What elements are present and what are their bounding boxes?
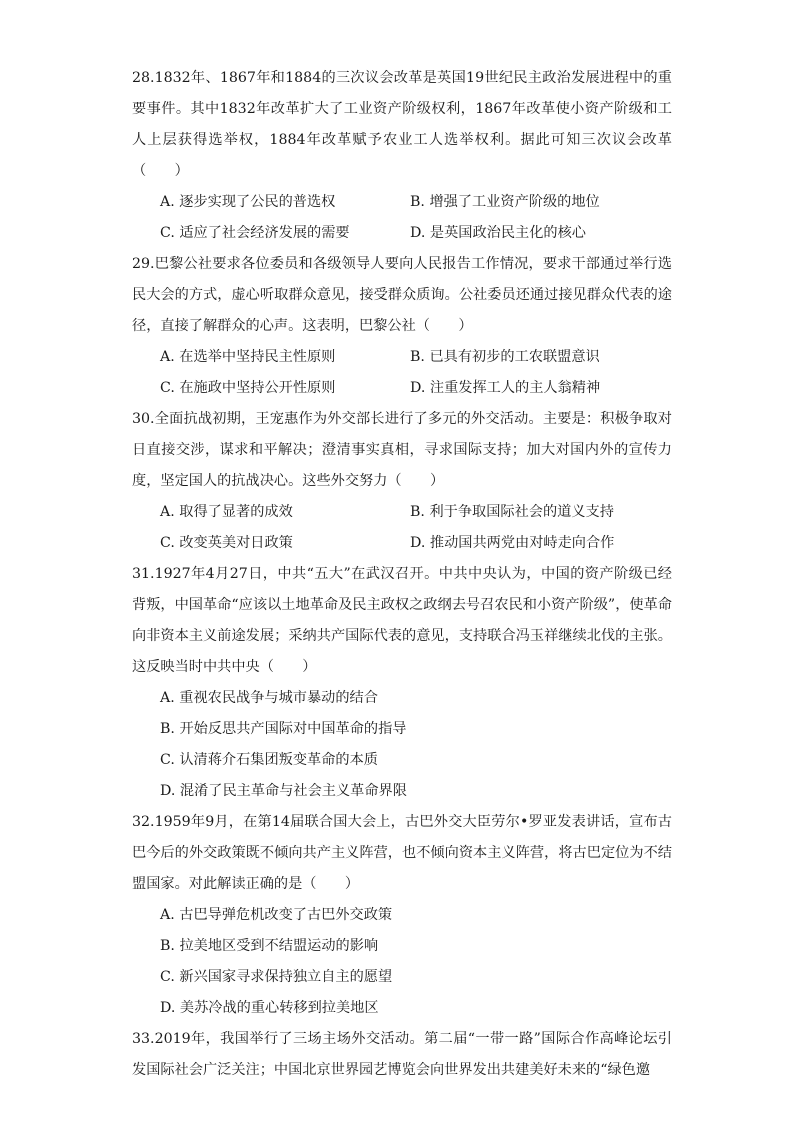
question-stem: 32.1959年9月，在第14届联合国大会上，古巴外交大臣劳尔•罗亚发表讲话，宣布古巴今后的外交政策既不倾向共产主义阵营，也不倾向资本主义阵营，将古巴定位为不结盟国家。对此解读正确的是（ ） bbox=[132, 814, 672, 892]
options-row bbox=[132, 528, 672, 559]
option-b: B. 利于争取国际社会的道义支持 bbox=[410, 504, 614, 520]
question-30 bbox=[132, 404, 672, 559]
question-32 bbox=[132, 807, 672, 1024]
question-28 bbox=[132, 63, 672, 249]
option-b: B. 已具有初步的工农联盟意识 bbox=[410, 349, 600, 365]
options-row bbox=[132, 187, 672, 218]
question-stem: 30.全面抗战初期，王宠惠作为外交部长进行了多元的外交活动。主要是：积极争取对日直接交涉，谋求和平解决；澄清事实真相，寻求国际支持；加大对国内外的宣传力度，坚定国人的抗战决心。这些外交努力（ ） bbox=[132, 411, 672, 489]
options-row bbox=[132, 497, 672, 528]
option-a: A. 古巴导弹危机改变了古巴外交政策 bbox=[160, 907, 393, 923]
question-stem: 33.2019年，我国举行了三场主场外交活动。第二届“一带一路”国际合作高峰论坛引发国际社会广泛关注；中国北京世界园艺博览会向世界发出共建美好未来的“绿色邀 bbox=[132, 1031, 672, 1078]
option-a: A. 重视农民战争与城市暴动的结合 bbox=[160, 690, 378, 706]
question-stem: 29.巴黎公社要求各位委员和各级领导人要向人民报告工作情况，要求干部通过举行选民大会的方式，虚心听取群众意见，接受群众质询。公社委员还通过接见群众代表的途径，直接了解群众的心声。这表明，巴黎公社（ ） bbox=[132, 256, 672, 334]
question-stem: 28.1832年、1867年和1884的三次议会改革是英国19世纪民主政治发展进程中的重要事件。其中1832年改革扩大了工业资产阶级权利，1867年改革使小资产阶级和工人上层获得选举权，1884年改革赋予农业工人选举权利。据此可知三次议会改革（ ） bbox=[132, 70, 672, 179]
option-b: B. 拉美地区受到不结盟运动的影响 bbox=[160, 938, 379, 954]
option-a: A. 取得了显著的成效 bbox=[160, 504, 293, 520]
option-c: C. 适应了社会经济发展的需要 bbox=[160, 225, 350, 241]
options-row bbox=[132, 373, 672, 404]
option-d: D. 是英国政治民主化的核心 bbox=[410, 225, 586, 241]
options-row bbox=[132, 342, 672, 373]
option-c: C. 新兴国家寻求保持独立自主的愿望 bbox=[160, 969, 393, 985]
option-b: B. 开始反思共产国际对中国革命的指导 bbox=[160, 721, 407, 737]
option-d: D. 美苏冷战的重心转移到拉美地区 bbox=[160, 1000, 379, 1016]
option-a: A. 逐步实现了公民的普选权 bbox=[160, 194, 336, 210]
question-stem: 31.1927年4月27日，中共“五大”在武汉召开。中共中央认为，中国的资产阶级已经背叛，中国革命“应该以土地革命及民主政权之政纲去号召农民和小资产阶级”，使革命向非资本主义前途发展；采纳共产国际代表的意见，支持联合冯玉祥继续北伐的主张。这反映当时中共中央（ ） bbox=[132, 566, 672, 675]
question-33 bbox=[132, 1024, 672, 1086]
options-row bbox=[132, 218, 672, 249]
option-d: D. 注重发挥工人的主人翁精神 bbox=[410, 380, 601, 396]
option-d: D. 混淆了民主革命与社会主义革命界限 bbox=[160, 783, 407, 799]
question-29 bbox=[132, 249, 672, 404]
option-b: B. 增强了工业资产阶级的地位 bbox=[410, 194, 600, 210]
option-d: D. 推动国共两党由对峙走向合作 bbox=[410, 535, 615, 551]
option-c: C. 认清蒋介石集团叛变革命的本质 bbox=[160, 752, 378, 768]
question-31 bbox=[132, 559, 672, 807]
option-c: C. 改变英美对日政策 bbox=[160, 535, 293, 551]
option-c: C. 在施政中坚持公开性原则 bbox=[160, 380, 336, 396]
option-a: A. 在选举中坚持民主性原则 bbox=[160, 349, 336, 365]
question-list bbox=[132, 63, 672, 1086]
